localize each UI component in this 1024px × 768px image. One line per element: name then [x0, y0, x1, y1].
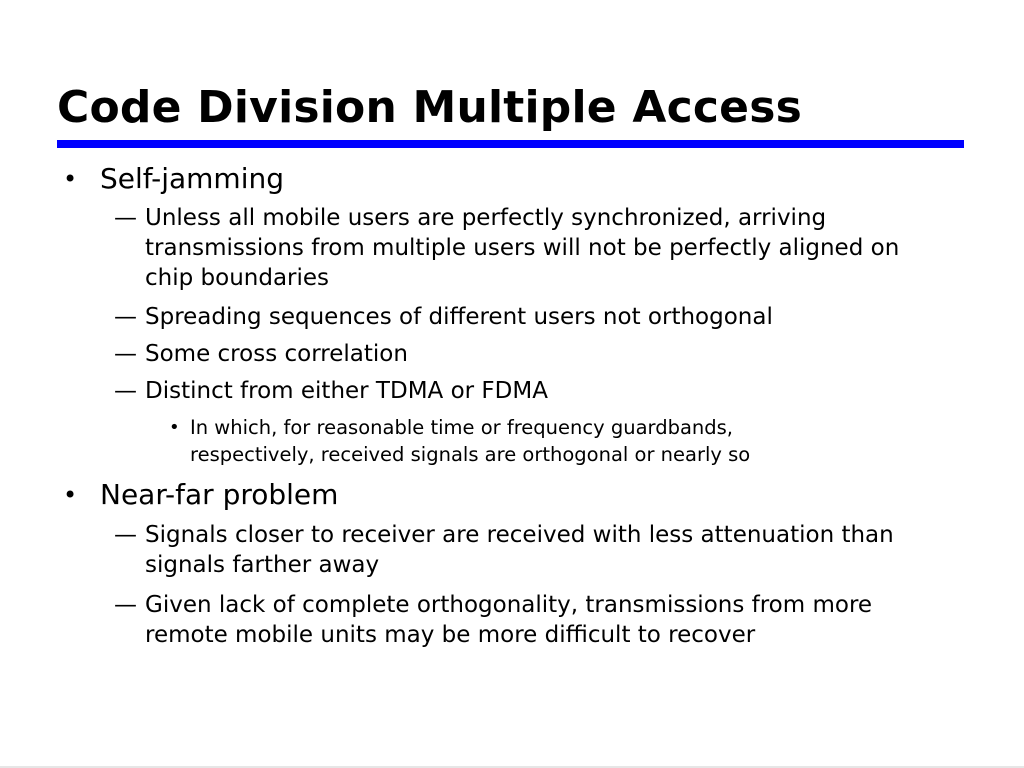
- dash-marker: —: [114, 378, 137, 404]
- slide-title: Code Division Multiple Access: [57, 82, 802, 133]
- dash-marker: —: [114, 341, 137, 367]
- subbullet-text: Some cross correlation: [145, 341, 408, 367]
- bullet-marker: •: [63, 481, 78, 509]
- dash-marker: —: [114, 304, 137, 330]
- subsubbullet-text: In which, for reasonable time or frequency guardbands, respectively, received signals are orthogonal or nearly so: [190, 416, 751, 466]
- dash-marker: —: [114, 522, 137, 548]
- bullet-text: Near-far problem: [100, 478, 339, 511]
- dash-marker: —: [114, 592, 137, 618]
- dash-marker: —: [114, 205, 137, 231]
- bullet-marker: •: [169, 417, 180, 438]
- subbullet-text: Signals closer to receiver are received with less attenuation than signals farther away: [145, 522, 894, 578]
- bullet-marker: •: [63, 165, 78, 193]
- subbullet-text: Given lack of complete orthogonality, transmissions from more remote mobile units may be more difficult to recover: [145, 592, 873, 648]
- subbullet-text: Spreading sequences of different users not orthogonal: [145, 304, 773, 330]
- subbullet-text: Unless all mobile users are perfectly synchronized, arriving transmissions from multiple users will not be perfectly aligned on chip boundaries: [145, 205, 900, 291]
- subbullet-text: Distinct from either TDMA or FDMA: [145, 378, 548, 404]
- bullet-text: Self-jamming: [100, 162, 284, 195]
